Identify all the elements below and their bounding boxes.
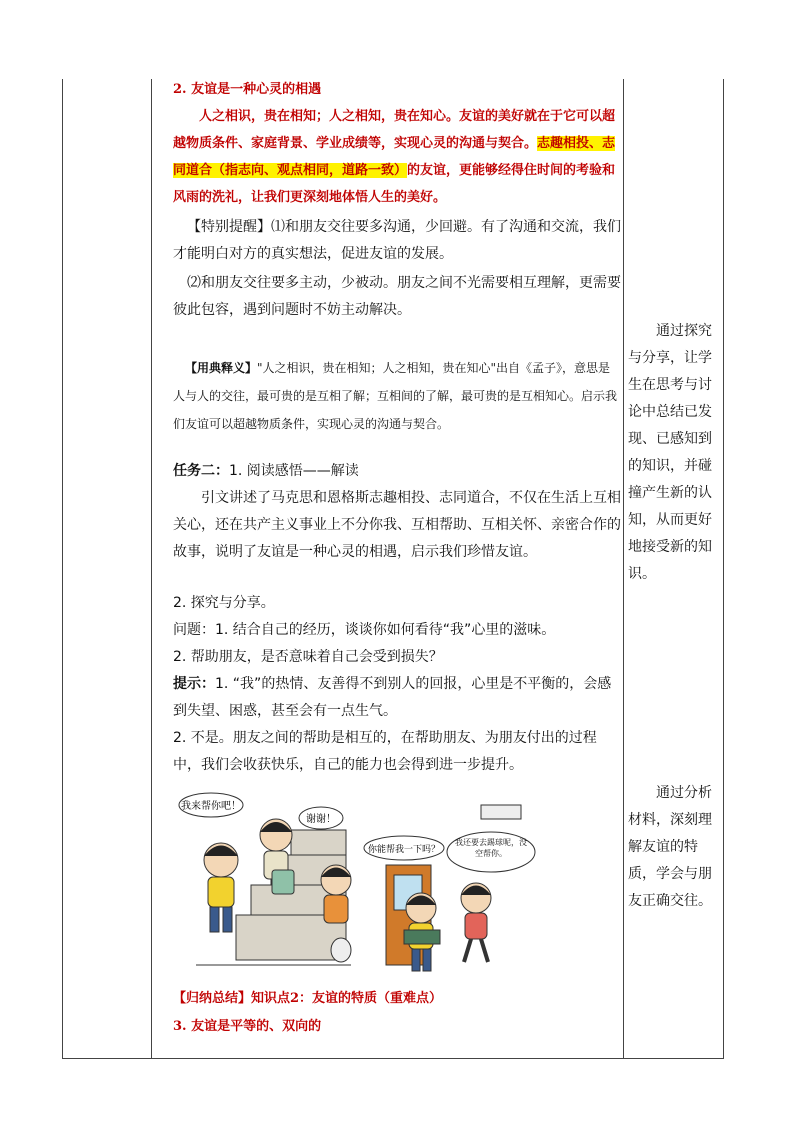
explore-question-2: 2. 帮助朋友，是否意味着自己会受到损失？ xyxy=(173,649,443,665)
kid-walking-away xyxy=(461,883,491,962)
allusion-block xyxy=(173,354,621,438)
reminder-label: 【特别提醒】 xyxy=(187,219,271,235)
reminder-item-1 xyxy=(173,214,621,268)
section-title: 2. 友谊是一种心灵的相遇 xyxy=(173,82,322,97)
content-column xyxy=(173,79,621,779)
summary-text: 知识点2：友谊的特质（重难点） xyxy=(251,991,443,1006)
explore-answer-2: 2. 不是。朋友之间的帮助是相互的，在帮助朋友、为朋友付出的过程中，我们会收获快乐，自己的能力也会得到进一步提升。 xyxy=(173,730,597,773)
summary-label: 【归纳总结】 xyxy=(173,991,252,1006)
task2-label: 任务二： xyxy=(173,463,229,479)
bubble-3-text: 你能帮我一下吗？ xyxy=(367,845,441,855)
allusion-text: "人之相识，贵在相知；人之相知，贵在知心"出自《孟子》，意思是人与人的交往，最可贵的是互相了解；互相间的了解，最可贵的是互相知心。启示我们友谊可以超越物质条件，实现心灵的沟通与契合。 xyxy=(173,361,618,431)
column-divider-left xyxy=(151,79,152,1058)
question-label: 问题： xyxy=(173,622,215,638)
side-note-1: 通过探究与分享，让学生在思考与讨论中总结已发现、已感知到的知识，并碰撞产生新的认知，从而更好地接受新的知识。 xyxy=(628,323,712,582)
highlighted-phrase: 志趣相投、志同道合（指志向、观点相同，道路一致） xyxy=(173,136,616,178)
task2-text: 引文讲述了马克思和恩格斯志趣相投、志同道合，不仅在生活上互相关心，还在共产主义事业上不分你我、互相帮助、互相关怀、亲密合作的故事，说明了友谊是一种心灵的相遇，启示我们珍惜友谊。 xyxy=(173,490,621,560)
explore-answer-1 xyxy=(173,671,621,725)
reminder-item-2: ⑵和朋友交往要多主动，少被动。朋友之间不光需要相互理解，更需要彼此包容，遇到问题时不妨主动解决。 xyxy=(173,275,621,318)
task2-title: 1. 阅读感悟——解读 xyxy=(229,463,359,479)
explore-title: 2. 探究与分享。 xyxy=(173,595,275,611)
paragraph-part-b: 的友谊，更能够经得住时间的考验和风雨的洗礼，让我们更深刻地体悟人生的美好。 xyxy=(173,163,616,205)
reminder-text-1: ⑴和朋友交往要多沟通，少回避。有了沟通和交流，我们才能明白对方的真实想法，促进友谊的发展。 xyxy=(173,219,621,262)
bubble-2-text: 谢谢！ xyxy=(306,814,336,825)
summary-block xyxy=(173,988,621,1038)
cartoon-illustration xyxy=(176,790,556,980)
allusion-label: 【用典释义】 xyxy=(185,361,258,375)
hint-label: 提示： xyxy=(173,676,215,692)
question-1-text: 1. 结合自己的经历，谈谈你如何看待“我”心里的滋味。 xyxy=(215,622,556,638)
side-note-2: 通过分析材料，深刻理解友谊的特质，学会与朋友正确交往。 xyxy=(628,785,712,909)
paragraph-part-a: 人之相识，贵在相知；人之相知，贵在知心。友谊的美好就在于它可以超越物质条件、家庭背景、学业成绩等，实现心灵的沟通与契合。 xyxy=(173,109,616,151)
summary-line xyxy=(173,988,621,1010)
wall-socket-icon xyxy=(481,805,521,819)
explore-question-1 xyxy=(173,617,621,644)
task2-heading xyxy=(173,458,621,485)
kid-helper xyxy=(204,843,238,932)
bubble-4-text: 我还要去踢球呢，没空帮你。 xyxy=(455,838,527,858)
next-section-title: 3. 友谊是平等的、双向的 xyxy=(173,1019,322,1034)
section-paragraph xyxy=(173,103,621,211)
column-divider-right xyxy=(623,79,624,1058)
bubble-1-text: 我来帮你吧！ xyxy=(181,801,241,812)
answer-1-text: 1. “我”的热情、友善得不到别人的回报，心里是不平衡的，会感到失望、困惑，甚至会有一点生气。 xyxy=(173,676,612,719)
